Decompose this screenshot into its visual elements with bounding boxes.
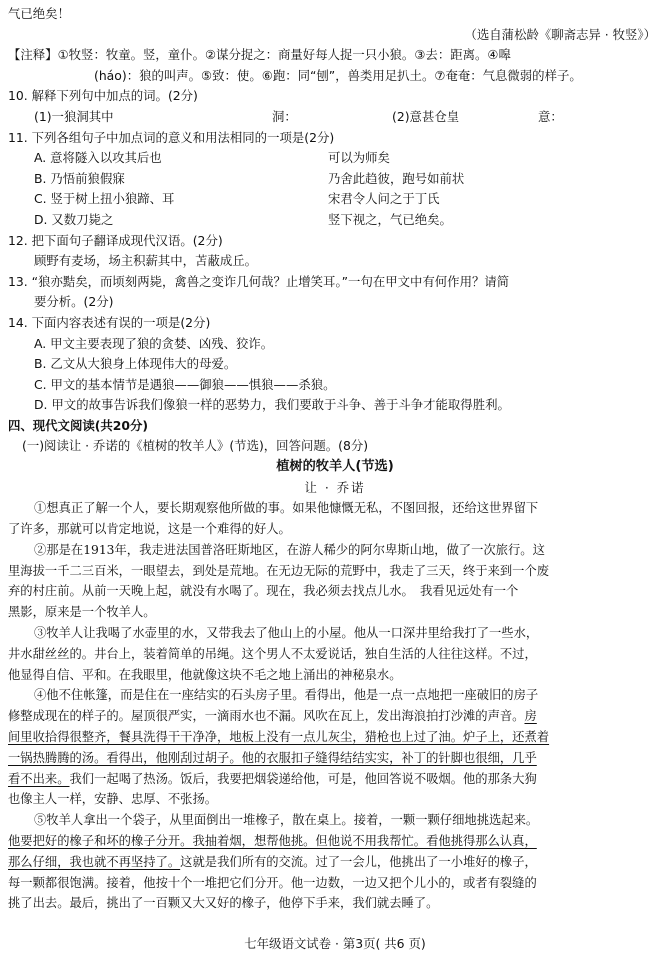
q11-option-d: D. 又数刀毙之 竖下视之，气已绝矣。 [34, 211, 452, 227]
q14-option-a: A. 甲文主要表现了狼的贪婪、凶残、狡诈。 [34, 335, 274, 351]
paragraph-4-line-6: 也像主人一样，安静、忠厚、不张扬。 [8, 792, 218, 807]
previous-text-ending: 气已绝矣！ [8, 6, 70, 21]
paragraph-5-line-3: 那么仔细，我也就不再坚持了。这就是我们所有的交流。过了一会儿，他挑出了一小堆好的橡子， [8, 854, 537, 869]
q14-option-d: D. 甲文的故事告诉我们像狼一样的恶势力，我们要敢于斗争、善于斗争才能取得胜利。 [34, 397, 510, 413]
article-body [8, 498, 662, 914]
q12-text: 顾野有麦场，场主积薪其中，苫蔽成丘。 [34, 253, 258, 269]
paragraph-4-line-1: ④他不住帐篷，而是住在一座结实的石头房子里。看得出，他是一点一点地把一座破旧的房子 [34, 688, 539, 703]
q11-option-c: C. 竖于树上扭小狼蹄、耳 宋君令人问之于丁氏 [34, 191, 440, 207]
page-footer: 七年级语文试卷 · 第3页( 共6 页) [244, 936, 426, 952]
article-title: 植树的牧羊人(节选) [276, 459, 394, 475]
notes-label: 【注释】 [8, 47, 58, 63]
paragraph-5-line-1: ⑤牧羊人拿出一个袋子，从里面倒出一堆橡子，散在桌上。接着，一颗一颗仔细地挑选起来。 [34, 813, 539, 828]
question-14 [8, 313, 662, 416]
underlined-text: 那么仔细，我也就不再坚持了。 [8, 854, 181, 869]
notes-block [8, 45, 662, 86]
paragraph-5-line-4: 每一颗都很饱满。接着，他按十个一堆把它们分开。他一边数，一边又把个儿小的，或者有裂缝的 [8, 875, 537, 890]
paragraph-1-line-1: ①想真正了解一个人，要长期观察他所做的事。如果他慷慨无私，不图回报，还给这世界留下 [34, 501, 539, 516]
paragraph-2-line-1: ②那是在1913年，我走进法国普洛旺斯地区，在游人稀少的阿尔卑斯山地，做了一次旅行。这 [34, 542, 545, 557]
paragraph-3-line-2: 井水甜丝丝的。井台上，装着简单的吊绳。这个男人不太爱说话，独自生活的人往往这样。不过， [8, 646, 537, 661]
paragraph-3-line-3: 他显得自信、平和。在我眼里，他就像这块不毛之地上涌出的神秘泉水。 [8, 667, 402, 682]
question-13 [8, 272, 662, 313]
paragraph-2-line-2: 里海拔一千二三百米，一眼望去，到处是荒地。在无边无际的荒野中，我走了三天，终于来到一个废 [8, 563, 550, 578]
notes-line-1: ①牧竖：牧童。竖，童仆。②谋分捉之：商量好每人捉一只小狼。③去：距离。④嗥 [57, 47, 511, 63]
section-subheading: (一)阅读让 · 乔诺的《植树的牧羊人》(节选)，回答问题。(8分) [22, 438, 369, 454]
q10-blank-1: 洞： [272, 108, 297, 124]
q10-blank-2: 意： [538, 108, 563, 124]
q11-option-b: B. 乃悟前狼假寐 乃舍此趋彼，跑号如前状 [34, 170, 465, 186]
notes-line-2: (háo)：狼的叫声。⑤致：使。⑥跑：同“刨”，兽类用足扒土。⑦奄奄：气息微弱的样子。 [94, 67, 582, 83]
question-12 [8, 231, 662, 272]
paragraph-1-line-2: 了许多，那就可以肯定地说，这是一个难得的好人。 [8, 522, 291, 537]
q10-stem: 10. 解释下列句中加点的词。(2分) [8, 88, 198, 104]
paragraph-3-line-1: ③牧羊人让我喝了水壶里的水，又带我去了他山上的小屋。他从一口深井里给我打了一些水， [34, 626, 539, 641]
q10-item-2: (2)意甚仓皇 [392, 108, 460, 124]
section-heading: 四、现代文阅读(共20分) [8, 417, 149, 433]
paragraph-2-line-3: 弃的村庄前。从前一天晚上起，就没有水喝了。现在，我必须去找点儿水。 我看见远处有一个 [8, 584, 519, 599]
q13-line-1: 13. “狼亦黠矣，而顷刻两毙，禽兽之变诈几何哉？止增笑耳。”一句在甲文中有何作用？请简 [8, 273, 510, 289]
paragraph-5-line-5: 挑了出去。最后，挑出了一百颗又大又好的橡子，他停下手来，我们就去睡了。 [8, 896, 439, 911]
q12-stem: 12. 把下面句子翻译成现代汉语。(2分) [8, 232, 223, 248]
paragraph-4-line-2: 修整成现在的样子的。屋顶很严实，一滴雨水也不漏。风吹在瓦上，发出海浪拍打沙滩的声音。房 [8, 709, 537, 724]
paragraph-5-line-2-underlined: 他要把好的橡子和坏的橡子分开。我抽着烟，想帮他挑。但他说不用我帮忙。看他挑得那么认真， [8, 834, 537, 848]
q14-option-b: B. 乙文从大狼身上体现伟大的母爱。 [34, 356, 237, 372]
q14-option-c: C. 甲文的基本情节是遇狼——御狼——惧狼——杀狼。 [34, 376, 336, 392]
q13-line-2: 要分析。(2分) [34, 294, 114, 310]
q14-stem: 14. 下面内容表述有误的一项是(2分) [8, 314, 211, 330]
paragraph-4-line-5: 看不出来。我们一起喝了热汤。饭后，我要把烟袋递给他，可是，他回答说不吸烟。他的那条大狗 [8, 771, 537, 786]
question-10 [8, 86, 662, 127]
q11-option-a: A. 意将隧入以攻其后也 可以为师矣 [34, 150, 390, 166]
underlined-text: 房 [524, 709, 537, 724]
article-author: 让 · 乔诺 [304, 479, 366, 495]
paragraph-2-line-4: 黑影，原来是一个牧羊人。 [8, 605, 156, 620]
q10-items [8, 107, 662, 128]
source-citation: （选自蒲松龄《聊斋志异 · 牧竖》） [464, 26, 656, 42]
paragraph-4-line-4-underlined: 一锅热腾腾的汤。看得出，他刚刮过胡子。他的衣服扣子缝得结结实实，补丁的针脚也很细，几乎 [8, 750, 537, 765]
q11-stem: 11. 下列各组句子中加点词的意义和用法相同的一项是(2分) [8, 129, 335, 145]
paragraph-4-line-3-underlined: 间里收拾得很整齐，餐具洗得干干净净，地板上没有一点儿灰尘，猎枪也上过了油。炉子上，还煮着 [8, 730, 550, 745]
underlined-text: 看不出来。 [8, 771, 70, 786]
q10-item-1: (1)一狼洞其中 [34, 108, 114, 124]
section-4 [8, 416, 662, 498]
question-11 [8, 128, 662, 231]
